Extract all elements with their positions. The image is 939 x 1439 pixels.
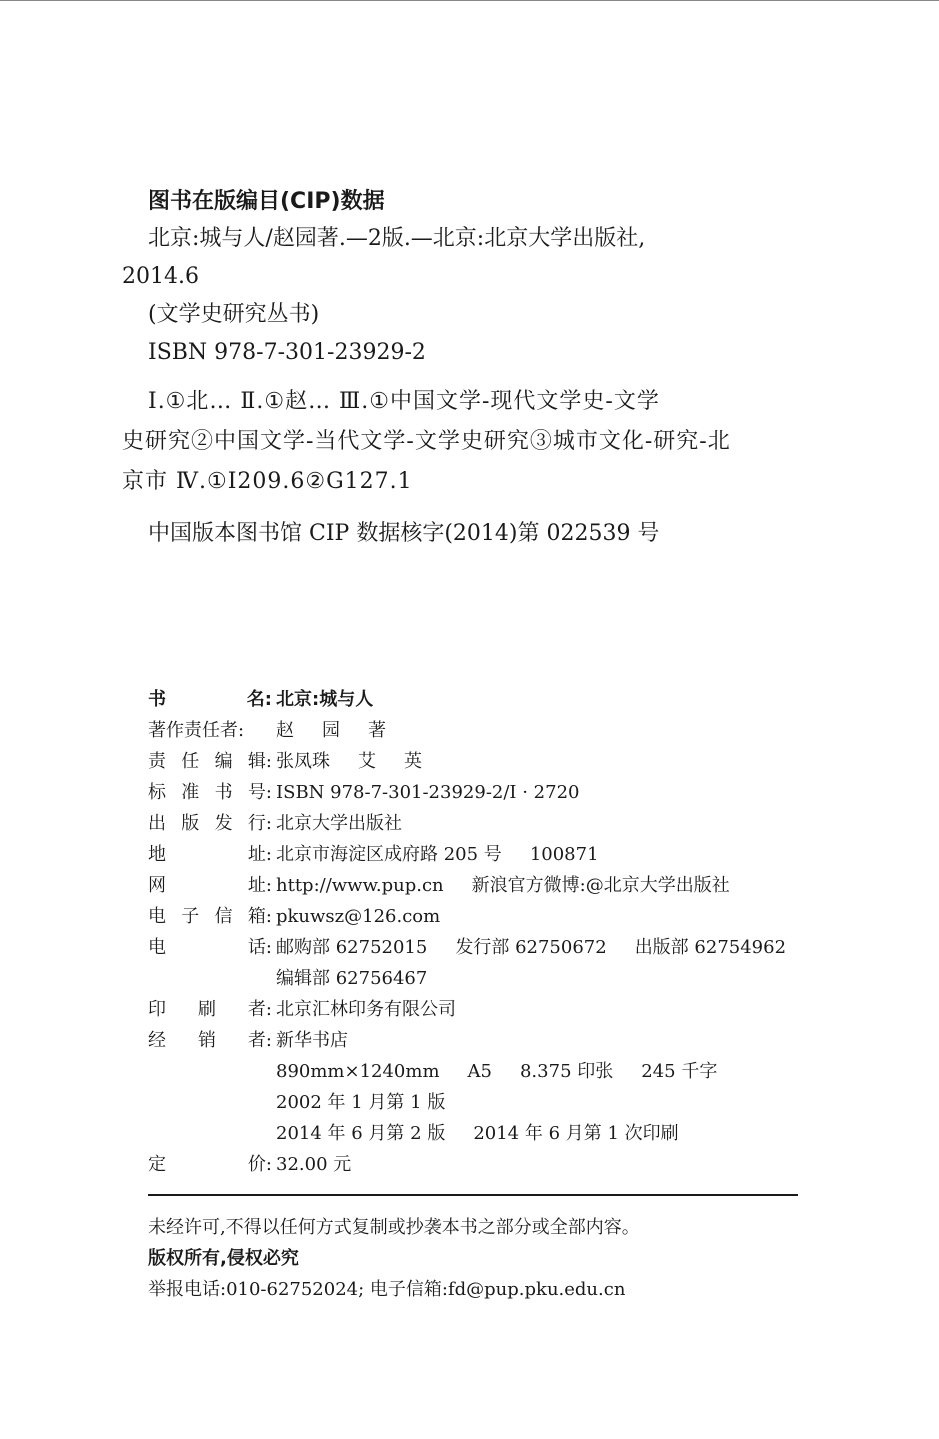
cip-class-line3: 京市 Ⅳ.①I209.6②G127.1 [122,469,413,494]
value-book-name: 北京:城与人 [276,689,374,710]
cip-classification [122,382,827,502]
value-edition2: 2014 年 6 月第 2 版 2014 年 6 月第 1 次印刷 [276,1123,679,1144]
info-row-phone [148,932,828,963]
value-web: http://www.pup.cn 新浪官方微博:@北京大学出版社 [276,875,730,896]
value-author: 赵 园 著 [276,720,386,741]
value-editor: 张凤珠 艾 英 [276,751,422,772]
cip-isbn: ISBN 978-7-301-23929-2 [148,340,426,365]
value-format: 890mm×1240mm A5 8.375 印张 245 千字 [276,1061,718,1082]
copy-notice: 未经许可,不得以任何方式复制或抄袭本书之部分或全部内容。 [148,1217,640,1238]
cip-block [122,184,842,554]
label-web: 网 址: [148,875,272,896]
divider-rule [148,1194,798,1196]
info-row-printer [148,994,828,1025]
label-author: 著作责任者: [148,720,245,741]
label-price: 定 价: [148,1154,272,1175]
info-row-edition2 [148,1118,828,1149]
info-row-web [148,870,828,901]
info-row-format [148,1056,828,1087]
label-isbn: 标 准 书 号: [148,782,272,803]
label-phone: 电 话: [148,937,272,958]
legal-block [148,1212,848,1305]
info-row-author [148,715,828,746]
info-row-edition1 [148,1087,828,1118]
cip-class-line1: Ⅰ.①北… Ⅱ.①赵… Ⅲ.①中国文学-现代文学史-文学 [148,389,660,414]
value-edition1: 2002 年 1 月第 1 版 [276,1092,446,1113]
value-publisher: 北京大学出版社 [276,813,402,834]
label-book-name: 书 名: [148,689,272,710]
cip-class-line2: 史研究②中国文学-当代文学-文学史研究③城市文化-研究-北 [122,429,731,454]
value-phone-editorial: 编辑部 62756467 [276,968,428,989]
book-info [148,684,828,1180]
top-border [0,0,939,1]
label-email: 电 子 信 箱: [148,906,272,927]
cip-title: 图书在版编目(CIP)数据 [148,189,385,214]
info-row-book-name [148,684,828,715]
info-row-phone-cont [148,963,828,994]
rights-reserved: 版权所有,侵权必究 [148,1248,299,1269]
info-row-distributor [148,1025,828,1056]
cip-approval-number: 中国版本图书馆 CIP 数据核字(2014)第 022539 号 [148,521,660,546]
label-publisher: 出 版 发 行: [148,813,272,834]
info-row-publisher [148,808,828,839]
value-printer: 北京汇林印务有限公司 [276,999,456,1020]
report-contact: 举报电话:010-62752024; 电子信箱:fd@pup.pku.edu.cn [148,1279,626,1300]
value-price: 32.00 元 [276,1154,352,1175]
cip-series: (文学史研究丛书) [148,302,320,327]
cip-record-line1: 北京:城与人/赵园著.—2版.—北京:北京大学出版社, [148,226,646,251]
label-address: 地 址: [148,844,272,865]
info-row-address [148,839,828,870]
info-row-price [148,1149,828,1180]
value-isbn: ISBN 978-7-301-23929-2/I · 2720 [276,782,580,803]
value-address: 北京市海淀区成府路 205 号 100871 [276,844,599,865]
label-distributor: 经 销 者: [148,1030,272,1051]
info-row-isbn [148,777,828,808]
value-phone: 邮购部 62752015 发行部 62750672 出版部 62754962 [276,937,787,958]
value-distributor: 新华书店 [276,1030,348,1051]
label-printer: 印 刷 者: [148,999,272,1020]
info-row-email [148,901,828,932]
label-editor: 责 任 编 辑: [148,751,272,772]
info-row-editor [148,746,828,777]
value-email: pkuwsz@126.com [276,906,441,927]
cip-record-line2: 2014.6 [122,264,199,289]
